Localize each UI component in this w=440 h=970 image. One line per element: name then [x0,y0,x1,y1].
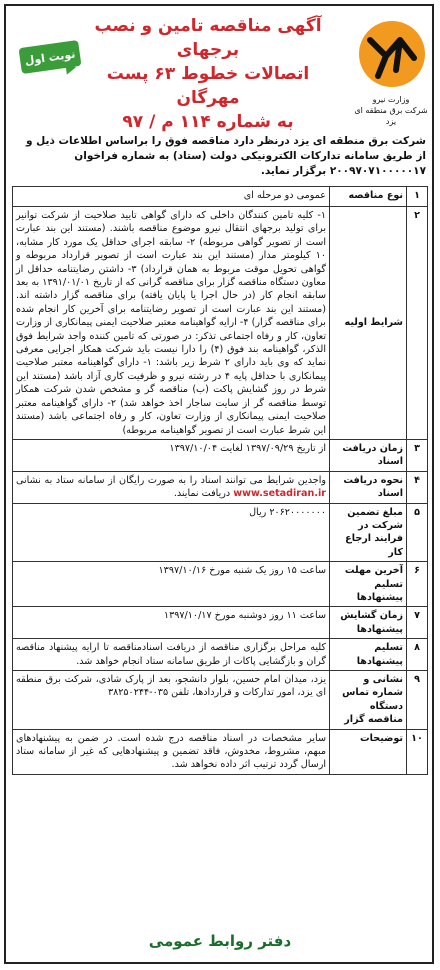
row-label: شرایط اولیه [330,207,407,440]
org-line-1: وزارت نیرو [372,95,410,104]
row-number: ۵ [407,503,428,562]
setad-link[interactable]: www.setadiran.ir [233,488,326,500]
row-label: توضیحات [330,729,407,774]
first-round-badge: نوبت اول [18,40,81,74]
row-content: عمومی دو مرحله ای [13,187,330,207]
row-label: نوع مناقصه [330,187,407,207]
row-content-b: دریافت نمایند. [173,488,231,500]
row-number: ۳ [407,439,428,471]
row-content: ۱- کلیه تامین کنندگان داخلی که دارای گواهی تایید صلاحیت از شرکت توانیر برای تولید برجهای انتقال نیرو موضوع مناقصه باشند. (مستند این بند عبارت است از تصویر گواهی مربوطه) ۲- سابقه اجرای حداقل یک مورد کار مشابه، ۱۰ کیلومتر مدار (مستند این بند عبارت است از تصویر قرارداد مربوطه و گواهی تحویل موقت مربوط به همان قرارداد) ۳- داشتن رضایتنامه حداقل از معاون دستگاه مناقصه گزار برای مناقصه گرانی که از تاریخ ۱۳۹۱/۰۱/۰۱ به بعد سابقه انجام کار (در حال اجرا یا پایان یافته) برای مناقصه گزار داشته اند. (مستند این بند عبارت است از تصویر رضایتنامه برای آخرین کار انجام شده برای مناقصه گزار) ۴- ارایه گواهینامه معتبر صلاحیت ایمنی پیمانکاری از وزارت تعاون، کار و رفاه اجتماعی تذکر: در صورتی که تامین کننده واجد شرایط فوق الذکر، گواهینامه بند فوق (۴) را دارا نیست باید شرکت همکار اجرایی معرفی نماید که وی باید دارای ۲ شرط زیر باشد: ۱- دارای گواهینامه معتبر صلاحیت پیمانکاری با حداقل پایه ۴ در رشته نیرو و ظرفیت کاری آزاد باشد (مستند این شرط در روز گشایش پاکت (ب) مناقصه گر و مشخص شدن شرکت همکار توسط مناقصه گر از سایت ساجار اخذ خواهد شد) ۲- دارای گواهینامه معتبر صلاحیت ایمنی پیمانکاری از وزارت تعاون، کار و رفاه اجتماعی باشد (مستند این شرط عبارت است از تصویر گواهینامه مربوطه) [13,207,330,440]
table-row [13,729,428,774]
table-row [13,439,428,471]
row-label: مبلغ تضمین شرکت در فرایند ارجاع کار [330,503,407,562]
advert-header [8,8,432,130]
title-line-3: به شماره ۱۱۴ م / ۹۷ [122,112,294,132]
advert-title [78,14,338,134]
row-number: ۲ [407,207,428,440]
row-number: ۶ [407,562,428,607]
row-number: ۱۰ [407,729,428,774]
row-content: یزد، میدان امام حسین، بلوار دانشجو، بعد از پارک شادی، شرکت برق منطقه ای یزد، امور تدارکات و قراردادها، تلفن ۰۳۵-۳۸۲۵۰۲۴۴ [13,671,330,730]
row-content: ۲۰۶۲۰۰۰۰۰۰۰ ریال [13,503,330,562]
org-line-2: شرکت برق منطقه ای یزد [354,106,428,126]
table-row [13,671,428,730]
row-label: تسلیم پیشنهادها [330,639,407,671]
row-content: از تاریخ ۱۳۹۷/۰۹/۲۹ لغایت ۱۳۹۷/۱۰/۰۴ [13,439,330,471]
ministry-energy-logo-icon [356,18,428,90]
tender-details-table [12,186,428,775]
table-row [13,471,428,503]
table-row [13,187,428,207]
title-line-1: آگهی مناقصه تامین و نصب برجهای [94,16,322,60]
table-row [13,562,428,607]
row-label: زمان دریافت اسناد [330,439,407,471]
row-content-a: واجدین شرایط می توانند اسناد را به صورت رایگان از سامانه ستاد به نشانی [16,474,326,486]
row-content: سایر مشخصات در اسناد مناقصه درج شده است. در ضمن به پیشنهادهای مبهم، مشروط، مخدوش، فاقد تضمین و پیشنهادهایی که غیر از سامانه ستاد ارسال گردد ترتیب اثر داده نخواهد شد. [13,729,330,774]
table-row [13,503,428,562]
row-content [13,471,330,503]
row-content: ساعت ۱۵ روز یک شنبه مورخ ۱۳۹۷/۱۰/۱۶ [13,562,330,607]
public-relations-footer: دفتر روابط عمومی [148,932,292,950]
row-number: ۷ [407,607,428,639]
row-label: نشانی و شماره تماس دستگاه مناقصه گزار [330,671,407,730]
title-line-2: اتصالات خطوط ۶۳ پست مهرگان [106,64,310,108]
row-label: زمان گشایش پیشنهادها [330,607,407,639]
row-number: ۱ [407,187,428,207]
row-content: ساعت ۱۱ روز دوشنبه مورخ ۱۳۹۷/۱۰/۱۷ [13,607,330,639]
row-label: نحوه دریافت اسناد [330,471,407,503]
row-content: کلیه مراحل برگزاری مناقصه از دریافت اسنادمناقصه تا ارایه پیشنهاد مناقصه گران و بازگشایی پاکات از طریق سامانه ستاد انجام خواهد شد. [13,639,330,671]
row-number: ۸ [407,639,428,671]
table-row [13,607,428,639]
row-label: آخرین مهلت تسلیم پیشنهادها [330,562,407,607]
badge-arrow [65,61,77,74]
row-number: ۹ [407,671,428,730]
table-row [13,639,428,671]
organization-caption [350,94,432,127]
intro-paragraph: شرکت برق منطقه ای یزد درنظر دارد مناقصه فوق را براساس اطلاعات ذیل و از طریق سامانه تدارکات الکترونیکی دولت (ستاد) به شماره فراخوان ۲۰۰۹۷۰۷۱۰۰۰۰۰۱۷ برگزار نماید. [25,135,426,177]
table-row [13,207,428,440]
row-number: ۴ [407,471,428,503]
